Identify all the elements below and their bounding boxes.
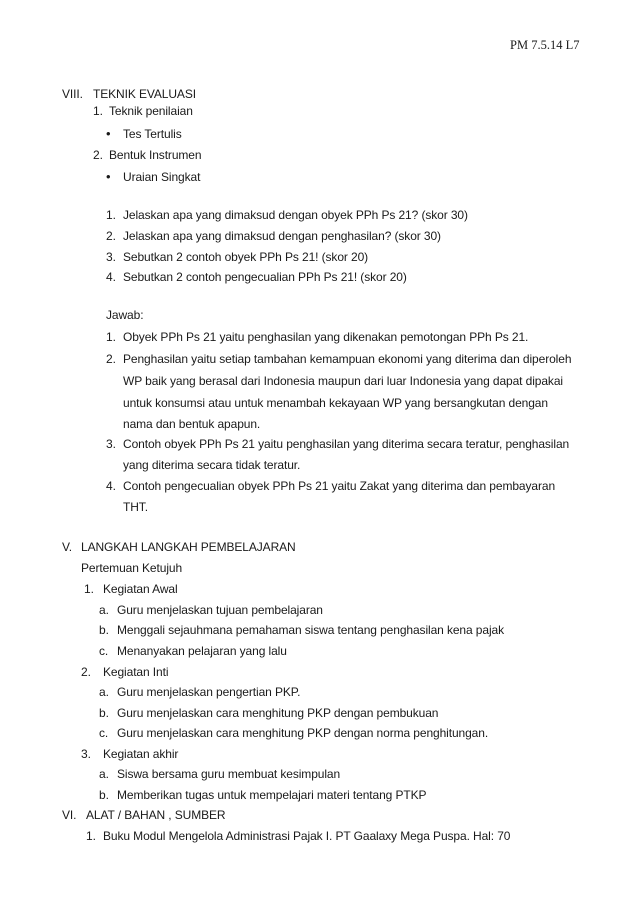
section-8-number: VIII. [62,87,83,101]
answer-line: WP baik yang berasal dari Indonesia maupun dari luar Indonesia yang dapat dipakai [123,374,563,388]
question-number: 2. [106,229,116,243]
group-title: Kegiatan Awal [103,582,178,596]
answer-line: Contoh obyek PPh Ps 21 yaitu penghasilan yang diterima secara teratur, penghasilan [123,437,570,451]
question-text: Sebutkan 2 contoh pengecualian PPh Ps 21! (skor 20) [123,270,407,284]
section-6-title: ALAT / BAHAN , SUMBER [86,808,226,822]
instrument-form-label: Bentuk Instrumen [109,148,202,162]
bullet-item: • Uraian Singkat [106,169,201,184]
activity-item: Memberikan tugas untuk mempelajari materi tentang PTKP [117,788,427,802]
answer-number: 2. [106,352,116,366]
answer-line: untuk konsumsi atau untuk menambah kekayaan WP yang bersangkutan dengan [123,396,548,410]
question-number: 1. [106,208,116,222]
section-5-title: LANGKAH LANGKAH PEMBELAJARAN [81,540,296,554]
item-number: 1. [93,104,103,118]
item-letter: b. [99,623,109,637]
group-number: 3. [81,747,91,761]
source-number: 1. [86,829,96,843]
activity-item: Guru menjelaskan pengertian PKP. [117,685,301,699]
item-letter: a. [99,603,109,617]
question-number: 4. [106,270,116,284]
activity-item: Menanyakan pelajaran yang lalu [117,644,287,658]
answer-number: 1. [106,330,116,344]
item-letter: c. [99,726,109,740]
source-item: Buku Modul Mengelola Administrasi Pajak I. PT Gaalaxy Mega Puspa. Hal: 70 [103,829,511,843]
question-text: Jelaskan apa yang dimaksud dengan penghasilan? (skor 30) [123,229,441,243]
answer-line: Contoh pengecualian obyek PPh Ps 21 yaitu Zakat yang diterima dan pembayaran [123,479,556,493]
activity-item: Guru menjelaskan tujuan pembelajaran [117,603,323,617]
answer-line: yang diterima secara tidak teratur. [123,458,301,472]
item-letter: a. [99,685,109,699]
group-title: Kegiatan akhir [103,747,179,761]
section-8-title: TEKNIK EVALUASI [93,87,196,101]
bullet-icon: • [106,126,111,141]
answer-number: 3. [106,437,116,451]
document-code: PM 7.5.14 L7 [510,38,580,52]
bullet-icon: • [106,169,111,184]
activity-item: Guru menjelaskan cara menghitung PKP dengan pembukuan [117,706,439,720]
item-letter: b. [99,788,109,802]
answer-number: 4. [106,479,116,493]
question-text: Jelaskan apa yang dimaksud dengan obyek PPh Ps 21? (skor 30) [123,208,468,222]
question-number: 3. [106,250,116,264]
item-letter: c. [99,644,109,658]
group-number: 1. [84,582,94,596]
item-number: 2. [93,148,103,162]
answer-line: nama dan bentuk apapun. [123,417,261,431]
answer-line: Penghasilan yaitu setiap tambahan kemampuan ekonomi yang diterima dan diperoleh [123,352,572,366]
bullet-item: • Tes Tertulis [106,126,182,141]
activity-item: Menggali sejauhmana pemahaman siswa tentang penghasilan kena pajak [117,623,504,637]
item-letter: b. [99,706,109,720]
item-letter: a. [99,767,109,781]
answer-line: Obyek PPh Ps 21 yaitu penghasilan yang dikenakan pemotongan PPh Ps 21. [123,330,529,344]
group-title: Kegiatan Inti [103,665,169,679]
activity-item: Guru menjelaskan cara menghitung PKP dengan norma penghitungan. [117,726,489,740]
assessment-technique-label: Teknik penilaian [109,104,193,118]
section-6-number: VI. [62,808,77,822]
meeting-label: Pertemuan Ketujuh [81,561,183,575]
question-text: Sebutkan 2 contoh obyek PPh Ps 21! (skor 20) [123,250,369,264]
group-number: 2. [81,665,91,679]
answer-line: THT. [123,500,148,514]
section-5-number: V. [62,540,73,554]
activity-item: Siswa bersama guru membuat kesimpulan [117,767,341,781]
answers-label: Jawab: [106,308,144,322]
